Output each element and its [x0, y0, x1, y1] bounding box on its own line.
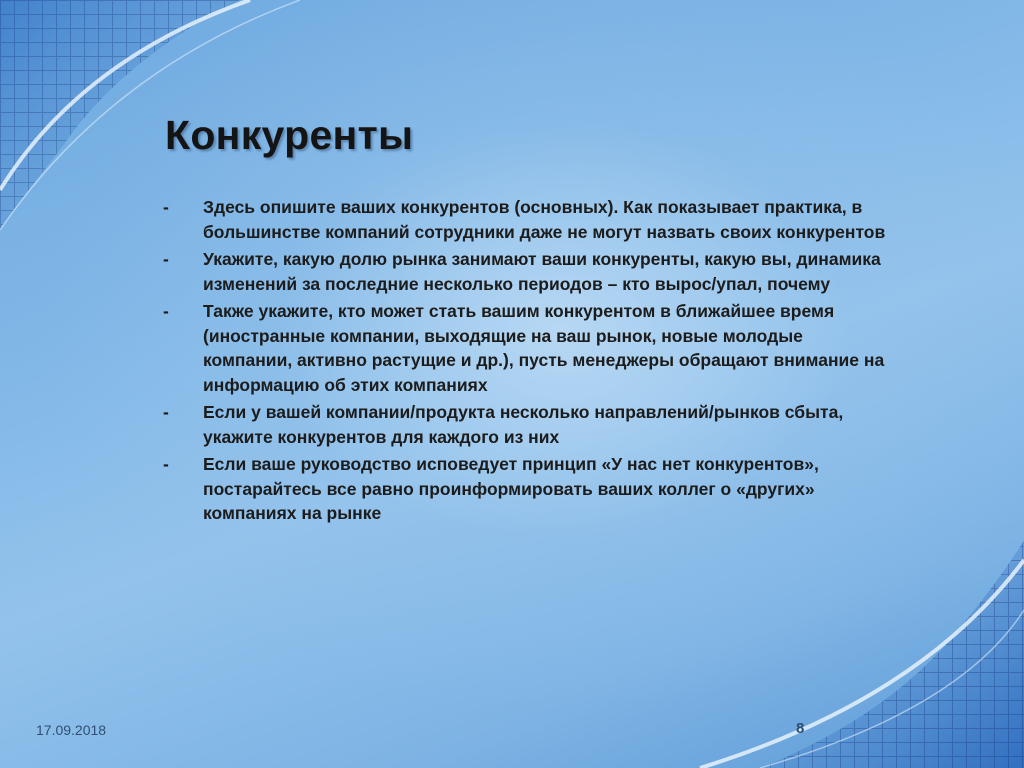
bullet-list	[163, 195, 893, 529]
footer-date: 17.09.2018	[36, 722, 107, 738]
list-item	[163, 400, 893, 449]
bullet-marker: -	[163, 249, 169, 269]
slide-number: 8	[796, 720, 805, 737]
bullet-marker: -	[163, 197, 169, 217]
bullet-text: Здесь опишите ваших конкурентов (основных). Как показывает практика, в большинстве компаний сотрудники даже не могут назвать своих конкурентов	[203, 197, 886, 242]
list-item	[163, 452, 893, 526]
list-item	[163, 195, 893, 244]
bullet-text: Если ваше руководство исповедует принцип «У нас нет конкурентов», постарайтесь все равно проинформировать ваших коллег о «других» компаниях на рынке	[203, 454, 819, 523]
bullet-marker: -	[163, 454, 169, 474]
bullet-text: Если у вашей компании/продукта несколько направлений/рынков сбыта, укажите конкурентов для каждого из них	[203, 402, 844, 447]
slide-title: Конкуренты	[165, 112, 414, 158]
bullet-text: Также укажите, кто может стать вашим конкурентом в ближайшее время (иностранные компании, выходящие на ваш рынок, новые молодые компании, активно растущие и др.), пусть менеджеры обращают внимание на информацию об этих компаниях	[203, 301, 885, 395]
list-item	[163, 247, 893, 296]
bullet-marker: -	[163, 301, 169, 321]
list-item	[163, 299, 893, 397]
bullet-text: Укажите, какую долю рынка занимают ваши конкуренты, какую вы, динамика изменений за последние несколько периодов – кто вырос/упал, почему	[203, 249, 881, 294]
bullet-marker: -	[163, 402, 169, 422]
